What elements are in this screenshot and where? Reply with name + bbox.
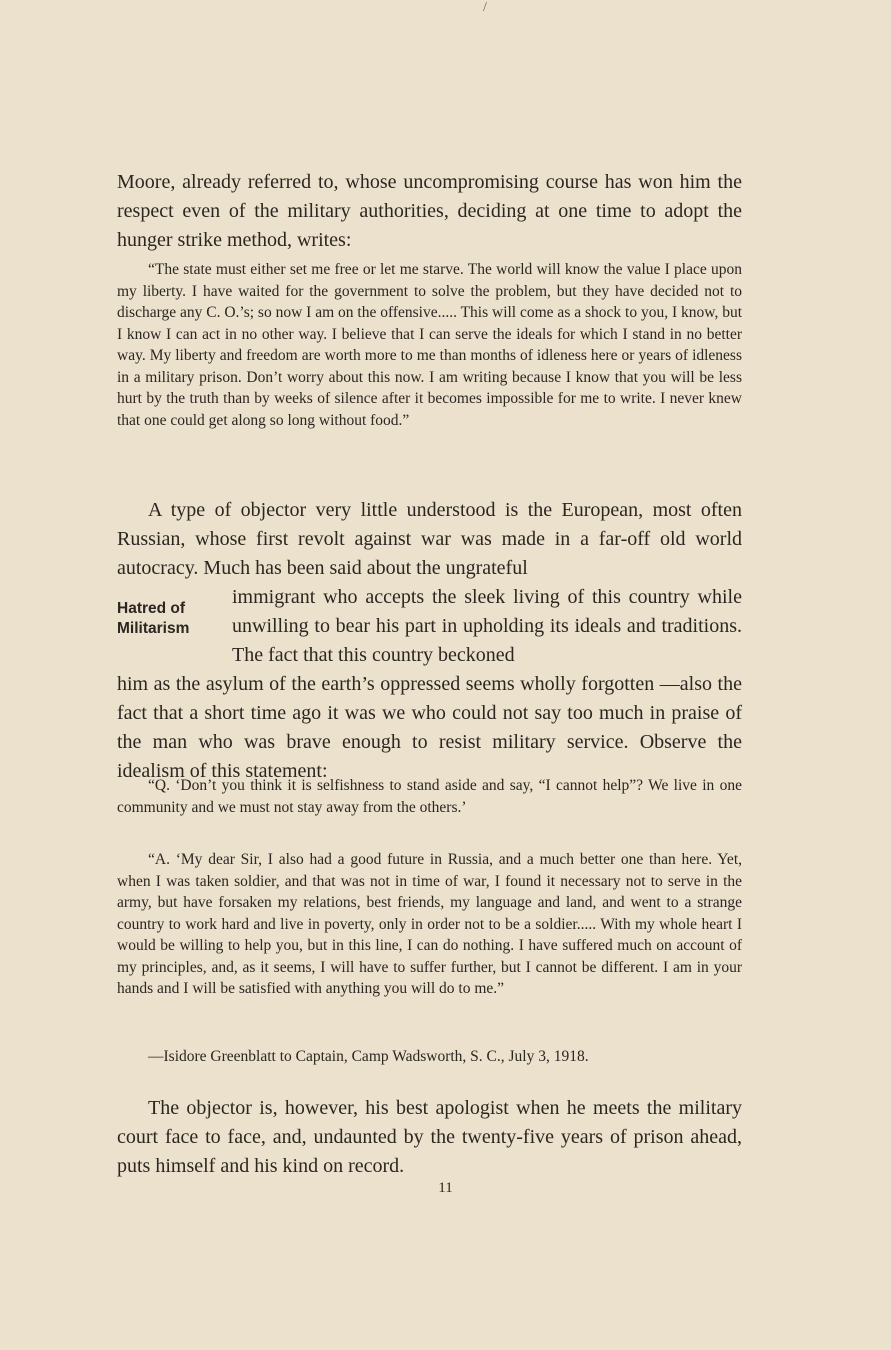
paragraph-european-objector bbox=[117, 496, 742, 786]
quote-moore-letter: “The state must either set me free or let me starve. The world will know the value I place upon my liberty. I have waited for the government to solve the problem, but they have decided not to discharge any C. O.’s; so now I am on the offensive..... This will come as a shock to you, I know, but I know I can act in no other way. I believe that I can serve the ideals for which I stand in no better way. My liberty and freedom are worth more to me than months of idleness here or years of idleness in a military prison. Don’t worry about this now. I am writing because I know that you will be less hurt by the truth than by weeks of silence after it becomes impossible for me to write. I never knew that one could get along so long without food.” bbox=[117, 261, 742, 429]
page-number: 11 bbox=[438, 1180, 453, 1196]
paragraph-lead: A type of objector very little understood is the European, most often Russian, whose first revolt against war was made in a far-off old world autocracy. Much has been said about the ungrateful bbox=[117, 499, 742, 579]
sidenote-hatred-of-militarism: Hatred of Militarism bbox=[117, 600, 190, 637]
paragraph-apologist: The objector is, however, his best apologist when he meets the military court face to face, and, undaunted by the twenty-five years of prison ahead, puts himself and his kind on record. bbox=[117, 1097, 742, 1177]
attribution: —Isidore Greenblatt to Captain, Camp Wadsworth, S. C., July 3, 1918. bbox=[148, 1048, 589, 1065]
quote-answer: “A. ‘My dear Sir, I also had a good future in Russia, and a much better one than here. Yet, when I was taken soldier, and that was not in time of war, I found it necessary not to serve in the army, but have forsaken my relations, best friends, my language and land, and went to a strange country to work hard and live in poverty, only in order not to be a soldier..... With my whole heart I would be willing to help you, but in this line, I can do nothing. I have suffered much on account of my principles, and, as it seems, I will have to suffer further, but I cannot be different. I am in your hands and I will be satisfied with anything you will do to me.” bbox=[117, 851, 742, 997]
sidenote-row bbox=[117, 583, 742, 670]
top-mark: / bbox=[483, 0, 487, 15]
paragraph-rest: him as the asylum of the earth’s oppressed seems wholly forgotten —also the fact that a short time ago it was we who could not say too much in praise of the man who was brave enough to resist military service. Observe the idealism of this statement: bbox=[117, 673, 742, 782]
paragraph-side-text: immigrant who accepts the sleek living of this country while unwilling to bear his part in upholding its ideals and traditions. The fact that this country beckoned bbox=[232, 586, 742, 666]
paragraph-moore: Moore, already referred to, whose uncompromising course has won him the respect even of the military authorities, deciding at one time to adopt the hunger strike method, writes: bbox=[117, 171, 742, 251]
quote-question: “Q. ‘Don’t you think it is selfishness to stand aside and say, “I cannot help”? We live in one community and we must not stay away from the others.’ bbox=[117, 777, 742, 816]
